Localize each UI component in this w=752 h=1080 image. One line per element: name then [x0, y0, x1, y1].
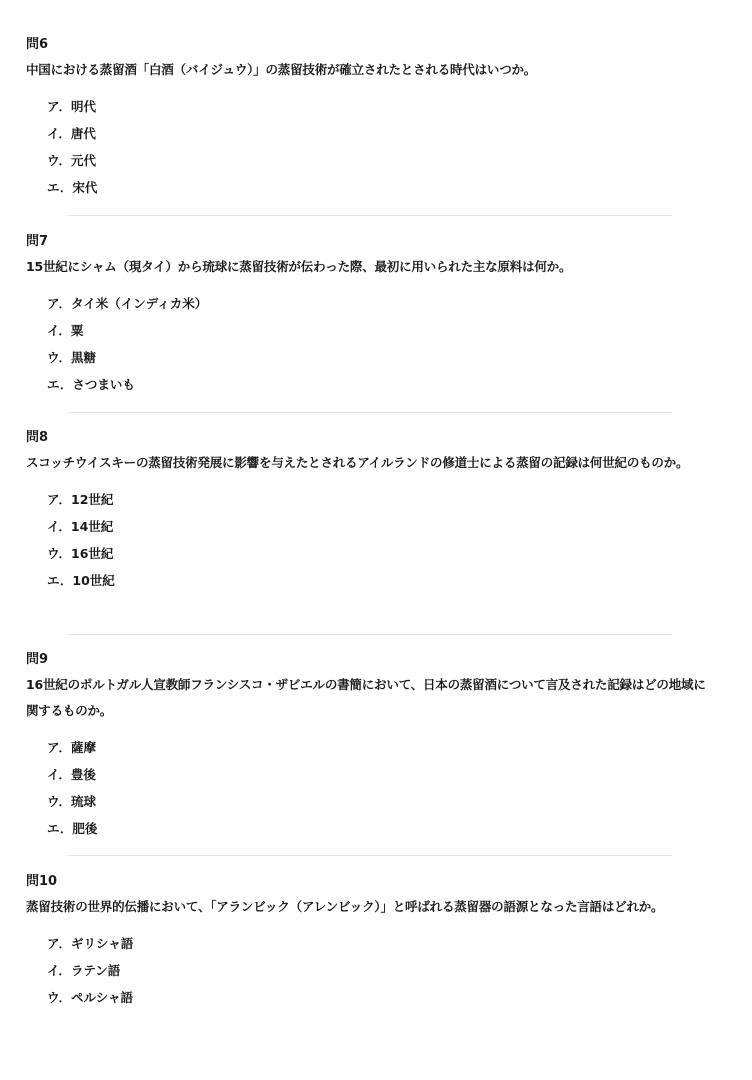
option-i: イ．粟	[47, 323, 84, 338]
question-text: 蒸留技術の世界的伝播において、「アランビック（アレンビック）」と呼ばれる蒸留器の語源となった言語はどれか。	[26, 899, 664, 914]
question-number: 問7	[26, 234, 49, 249]
divider	[68, 215, 672, 216]
question-text: 中国における蒸留酒「白酒（バイジュウ）」の蒸留技術が確立されたとされる時代はいつか。	[26, 62, 537, 77]
option-e: エ．10世紀	[47, 573, 115, 588]
option-i: イ．豊後	[47, 767, 96, 782]
question-number: 問6	[26, 37, 49, 52]
question-6	[26, 36, 716, 201]
option-u: ウ．元代	[47, 153, 97, 168]
option-list	[26, 290, 716, 398]
option-a: ア．明代	[47, 99, 97, 114]
option-a: ア．ギリシャ語	[47, 936, 134, 951]
option-i: イ．唐代	[47, 126, 96, 141]
option-i: イ．ラテン語	[47, 963, 121, 978]
question-number: 問8	[26, 430, 49, 445]
option-list	[26, 93, 716, 201]
option-u: ウ．ペルシャ語	[47, 990, 133, 1005]
option-a: ア．薩摩	[47, 740, 97, 755]
option-u: ウ．琉球	[47, 794, 97, 809]
divider	[68, 412, 672, 413]
option-list	[26, 486, 716, 594]
option-e: エ．肥後	[47, 821, 98, 836]
option-a: ア．12世紀	[47, 492, 114, 507]
option-e: エ．さつまいも	[47, 377, 135, 392]
question-text: 16世紀のポルトガル人宣教師フランシスコ・ザビエルの書簡において、日本の蒸留酒について言及された記録はどの地域に関するものか。	[26, 677, 706, 718]
option-u: ウ．黒糖	[47, 350, 97, 365]
question-8	[26, 429, 716, 594]
divider	[68, 855, 672, 856]
option-list	[26, 734, 716, 842]
question-text: 15世紀にシャム（現タイ）から琉球に蒸留技術が伝わった際、最初に用いられた主な原料は何か。	[26, 259, 572, 274]
question-number: 問10	[26, 874, 58, 889]
option-list	[26, 930, 716, 1011]
question-text: スコッチウイスキーの蒸留技術発展に影響を与えたとされるアイルランドの修道士による蒸留の記録は何世紀のものか。	[26, 455, 689, 470]
question-10	[26, 873, 716, 1011]
option-u: ウ．16世紀	[47, 546, 114, 561]
question-number: 問9	[26, 652, 49, 667]
divider	[68, 634, 672, 635]
question-7	[26, 233, 716, 398]
option-a: ア．タイ米（インディカ米）	[47, 296, 208, 311]
option-e: エ．宋代	[47, 180, 98, 195]
question-9	[26, 651, 716, 842]
option-i: イ．14世紀	[47, 519, 114, 534]
